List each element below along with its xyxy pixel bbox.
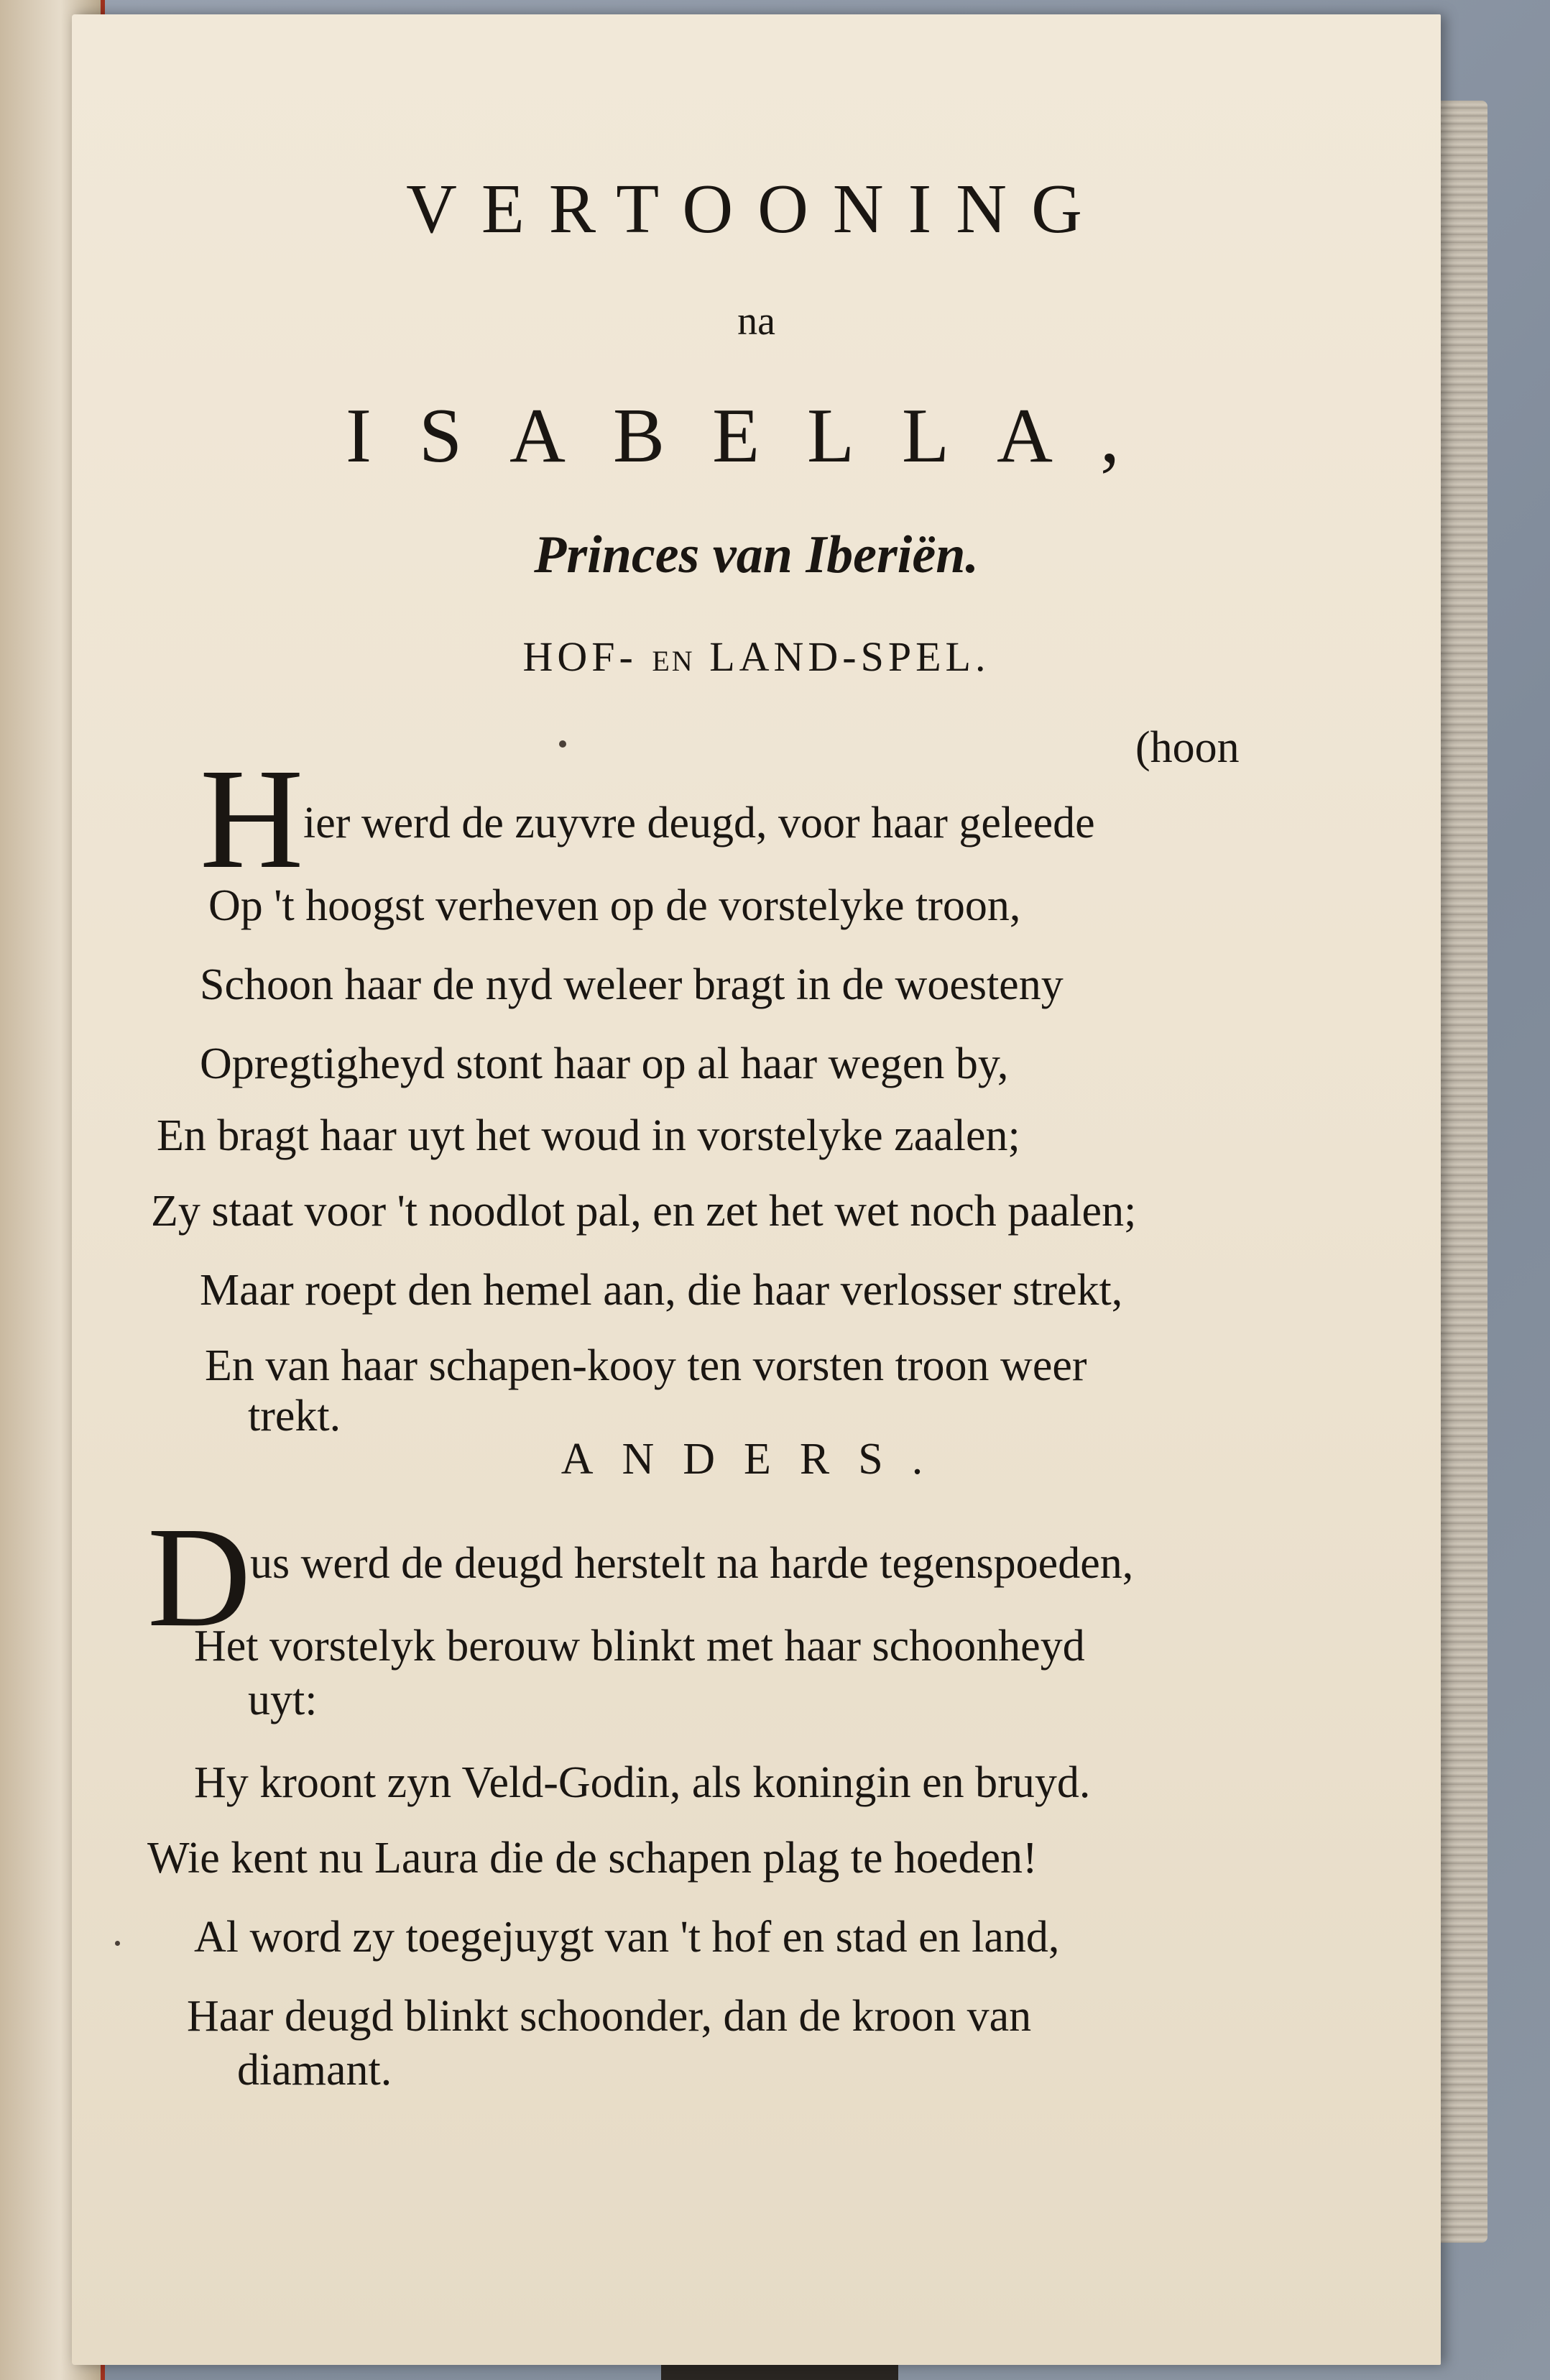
book-page [72, 14, 1441, 2365]
verse2-line-5: Wie kent nu Laura die de schapen plag te hoeden! [147, 1834, 1038, 1883]
genre-part-c: LAND-SPEL. [709, 633, 990, 680]
verse1-line-8: En van haar schapen-kooy ten vorsten troon weer [205, 1341, 1087, 1390]
verse2-line-3: uyt: [248, 1676, 318, 1724]
title-na: na [737, 299, 775, 344]
genre-heading [72, 633, 1441, 681]
verse1-line-9: trekt. [248, 1392, 341, 1441]
verse1-overflow: (hoon [1135, 723, 1240, 772]
verse2-line-8: diamant. [237, 2046, 392, 2095]
ink-dot [559, 740, 566, 748]
section-title-anders: ANDERS. [561, 1435, 952, 1484]
verse1-line-6: Zy staat voor 't noodlot pal, en zet het wet noch paalen; [151, 1187, 1137, 1236]
subtitle: Princes van Iberiën. [534, 525, 979, 584]
verse1-line-1: ier werd de zuyvre deugd, voor haar geleede [303, 799, 1095, 847]
verse1-dropcap: H [200, 740, 304, 899]
page-text [72, 14, 1441, 2365]
verse2-line-6: Al word zy toegejuygt van 't hof en stad en land, [194, 1913, 1060, 1962]
verse1-line-3: Schoon haar de nyd weleer bragt in de woesteny [200, 960, 1064, 1009]
verse2-line-2: Het vorstelyk berouw blinkt met haar schoonheyd [194, 1622, 1085, 1671]
title-line-2: ISABELLA, [346, 393, 1167, 479]
genre-part-a: HOF- [522, 633, 637, 680]
verse1-line-2: Op 't hoogst verheven op de vorstelyke troon, [208, 881, 1021, 930]
verse1-line-4: Opregtigheyd stont haar op al haar wegen by, [200, 1039, 1009, 1088]
title-line-1: VERTOONING [406, 170, 1107, 248]
genre-part-b: EN [652, 645, 695, 677]
verse2-dropcap: D [147, 1498, 252, 1657]
verse1-line-5: En bragt haar uyt het woud in vorstelyke zaalen; [157, 1111, 1020, 1160]
verse2-line-7: Haar deugd blinkt schoonder, dan de kroon van [187, 1992, 1032, 2041]
verse2-line-1: us werd de deugd herstelt na harde tegenspoeden, [250, 1539, 1134, 1588]
verse2-line-4: Hy kroont zyn Veld-Godin, als koningin en bruyd. [194, 1758, 1091, 1807]
verse1-line-7: Maar roept den hemel aan, die haar verlosser strekt, [200, 1266, 1123, 1315]
ink-dot-margin [115, 1941, 120, 1946]
